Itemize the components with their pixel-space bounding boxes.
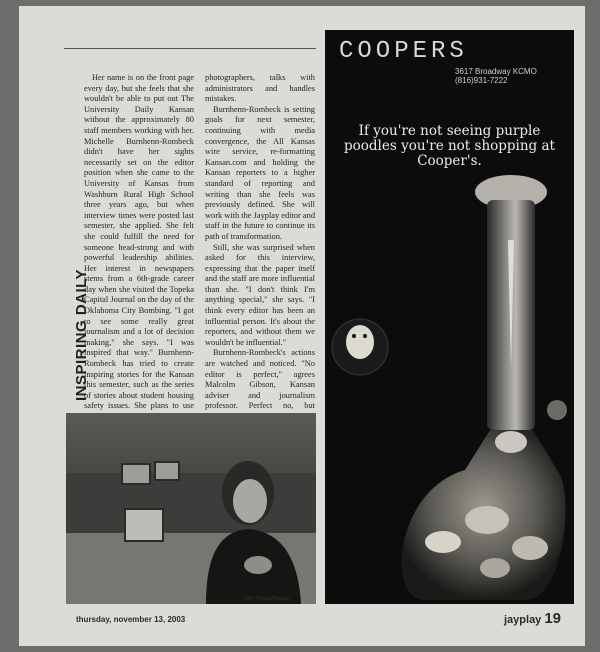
header-rule (64, 48, 316, 49)
coopers-logo: COOPERS (339, 38, 468, 65)
article-paragraph: Still, she was surprised when asked for this interview, expressing that the paper itself and the staff are more influential than she. "I don't think I'm anything special," she says. "I think every editor has been an influential person. It's about the reporters, and without them we wouldn't be influential." (205, 242, 315, 347)
page-number: 19 (544, 610, 561, 627)
article-column-1 (84, 73, 194, 411)
ad-address: 3617 Broadway KCMO (816)931-7222 (455, 67, 537, 85)
newsroom-photo (66, 413, 316, 604)
section-label: INSPIRING DAILY (73, 269, 90, 401)
editor-portrait (186, 453, 306, 604)
magazine-page (19, 6, 585, 646)
photo-credit: John Nowak/Kansan (244, 596, 290, 602)
article-paragraph: photographers, talks with administrators and handles mistakes. (205, 73, 315, 104)
glass-pipe-image (325, 170, 574, 604)
footer-brand: jayplay 19 (504, 610, 561, 627)
article-paragraph: Burnhenn-Rombeck is setting goals for next semester, continuing with media convergence, the All Kansas wire service, re-formatting Kansan.com and holding the Kansan reporters to a higher standard of reporting and writing than she feels was previously defined. She will work with the Jayplay editor and staff in the future to continue its path of transformation. (205, 104, 316, 241)
article-column-2 (205, 73, 315, 411)
footer-date: thursday, november 13, 2003 (76, 615, 186, 624)
coopers-advertisement (325, 30, 574, 604)
ad-tagline: If you're not seeing purple poodles you're not shopping at Cooper's. (344, 123, 555, 169)
article-paragraph: Burnhenn-Rombeck's actions are watched and noticed. "No editor is perfect," agrees Malcolm Gibson, Kansan adviser and journalism professor. Perfect no, but (205, 348, 315, 411)
article-paragraph: Her name is on the front page every day, but she feels that she wouldn't be able to put out The University Daily Kansan without the approximately 80 staff members working with her. Michelle Burnhenn-Rombeck didn't have her sights necessarily set on the editor position when she came to the University of Kansas from Washburn Rural High School three years ago, but when interview times were posted last semester, she applied. She felt she could fulfill the need for someone head-strong and with powerful leadership abilities. Her interest in newspapers stems from a 6th-grade career day when she visited the Topeka Capital Journal on the day of the Oklahoma City Bombing. "I got to see some really great journalism and a lot of decision making," she says. "I was inspired that way." Burnhenn-Rombeck has tried to create inspiring stories for the Kansan this semester, such as the series of stories about student housing safety issues. She plans to use (84, 73, 194, 411)
